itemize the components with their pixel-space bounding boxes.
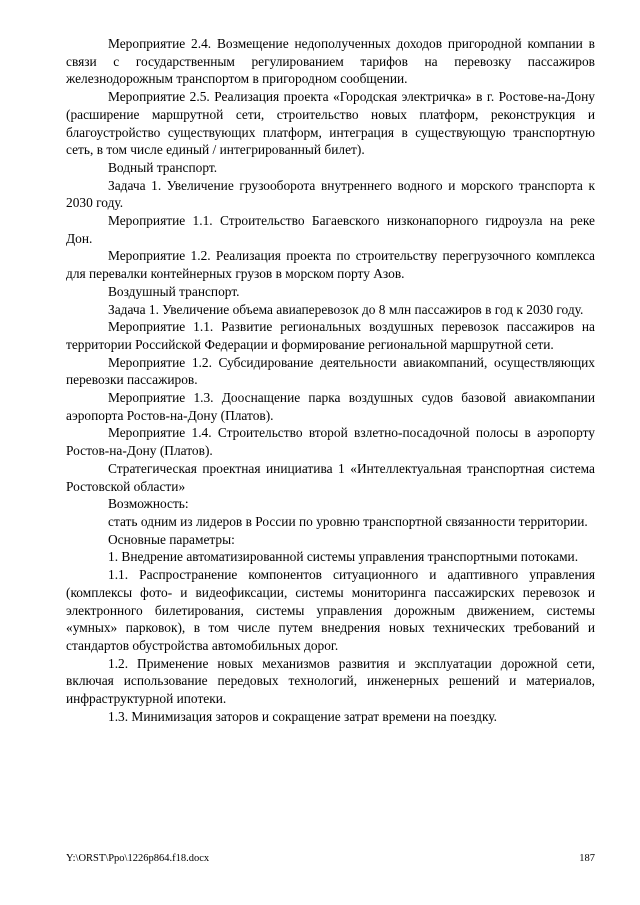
paragraph: Мероприятие 1.1. Развитие региональных воздушных перевозок пассажиров на территории Российской Федерации и формирование региональной маршрутной сети. xyxy=(66,319,595,352)
page-number: 187 xyxy=(579,853,595,864)
paragraph: Мероприятие 1.4. Строительство второй взлетно-посадочной полосы в аэропорту Ростов-на-Дону (Платов). xyxy=(66,425,595,459)
paragraph: Стратегическая проектная инициатива 1 «Интеллектуальная транспортная система Ростовской области» xyxy=(66,460,595,494)
section-heading: Водный транспорт. xyxy=(108,159,218,175)
paragraph: Мероприятие 1.3. Дооснащение парка воздушных судов базовой авиакомпании аэропорта Ростов-на-Дону (Платов). xyxy=(66,390,595,423)
paragraph: Задача 1. Увеличение грузооборота внутреннего водного и морского транспорта к 2030 году. xyxy=(66,177,595,211)
paragraph: 1.2. Применение новых механизмов развития и эксплуатации дорожной сети, включая использование передовых технологий, инженерных решений и материалов, инфраструктурной ипотеки. xyxy=(66,655,595,707)
paragraph: Возможность: xyxy=(108,496,189,512)
paragraph: Мероприятие 1.2. Субсидирование деятельности авиакомпаний, осуществляющих перевозки пассажиров. xyxy=(66,354,595,388)
paragraph: Мероприятие 2.5. Реализация проекта «Городская электричка» в г. Ростове-на-Дону (расширение маршрутной сети, строительство новых платформ, реконструкция и благоустройство существующих платформ, интеграция в существующую транспортную сеть, в том числе единый / интегрированный билет). xyxy=(66,89,595,158)
paragraph: Основные параметры: xyxy=(108,531,235,547)
paragraph: Мероприятие 2.4. Возмещение недополученных доходов пригородной компании в связи с государственным регулированием тарифов на перевозку пассажиров железнодорожным транспортом в пригородном сообщении. xyxy=(66,36,595,87)
document-body xyxy=(66,35,595,725)
footer-file-path: Y:\ORST\Ppo\1226p864.f18.docx xyxy=(66,853,210,864)
section-heading: Воздушный транспорт. xyxy=(108,283,240,299)
paragraph: Мероприятие 1.2. Реализация проекта по строительству перегрузочного комплекса для перевалки контейнерных грузов в морском порту Азов. xyxy=(66,248,595,282)
paragraph: Задача 1. Увеличение объема авиаперевозок до 8 млн пассажиров в год к 2030 году. xyxy=(108,301,584,317)
paragraph: Мероприятие 1.1. Строительство Багаевского низконапорного гидроузла на реке Дон. xyxy=(66,213,595,246)
paragraph: 1. Внедрение автоматизированной системы управления транспортными потоками. xyxy=(108,549,579,565)
paragraph: 1.1. Распространение компонентов ситуационного и адаптивного управления (комплексы фото- и видеофиксации, системы мониторинга пассажирских перевозок и электронного билетирования, системы управления дорожным движением, системы «умных» парковок), в том числе путем внедрения новых технических требований и стандартов обустройства автомобильных дорог. xyxy=(66,567,595,653)
paragraph: 1.3. Минимизация заторов и сокращение затрат времени на поездку. xyxy=(108,708,497,724)
paragraph: стать одним из лидеров в России по уровню транспортной связанности территории. xyxy=(108,513,588,529)
